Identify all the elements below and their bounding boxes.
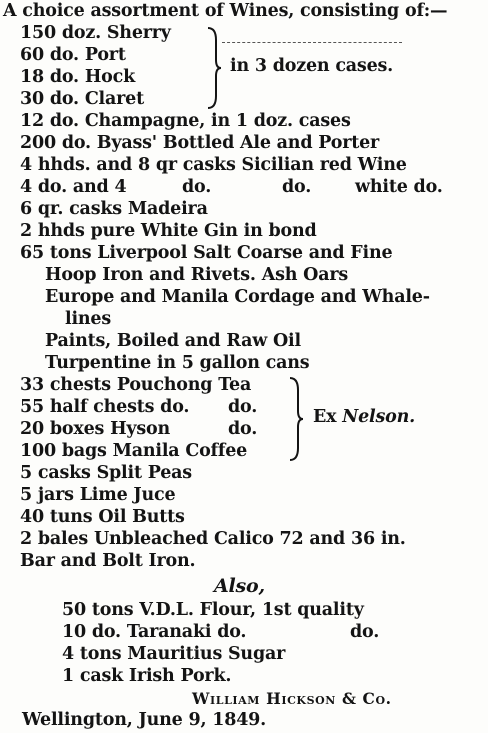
line-bolt-iron: Bar and Bolt Iron. — [20, 551, 196, 571]
line-calico: 2 bales Unbleached Calico 72 and 36 in. — [20, 529, 406, 549]
nelson-line-half-chests: 55 half chests do. — [20, 397, 190, 417]
line-white-do-b: do. — [182, 177, 212, 197]
line-split-peas: 5 casks Split Peas — [20, 463, 192, 483]
nelson-ship-name: Nelson. — [342, 407, 415, 427]
wine-brace — [206, 26, 222, 110]
also-line-pork: 1 cask Irish Pork. — [62, 666, 232, 686]
line-sicilian-red: 4 hhds. and 8 qr casks Sicilian red Wine — [20, 155, 407, 175]
line-white-do-a: 4 do. and 4 — [20, 177, 127, 197]
signature: William Hickson & Co. — [192, 689, 392, 708]
heading: A choice assortment of Wines, consisting of:— — [3, 1, 448, 21]
also-heading: Also, — [214, 575, 265, 597]
line-lime-juice: 5 jars Lime Juce — [20, 485, 176, 505]
nelson-note — [313, 406, 415, 428]
line-turpentine: Turpentine in 5 gallon cans — [45, 353, 310, 373]
also-line-sugar: 4 tons Mauritius Sugar — [62, 644, 286, 664]
line-madeira: 6 qr. casks Madeira — [20, 199, 208, 219]
wine-line-hock: 18 do. Hock — [20, 67, 136, 87]
nelson-line-pouchong: 33 chests Pouchong Tea — [20, 375, 252, 395]
nelson-line-hyson: 20 boxes Hyson — [20, 419, 171, 439]
line-salt: 65 tons Liverpool Salt Coarse and Fine — [20, 243, 393, 263]
also-line-taranaki-do: do. — [350, 622, 380, 642]
also-line-flour: 50 tons V.D.L. Flour, 1st quality — [62, 600, 364, 620]
line-white-do-c: do. — [282, 177, 312, 197]
wine-line-sherry: 150 doz. Sherry — [20, 23, 171, 43]
line-white-do-d: white do. — [355, 177, 443, 197]
nelson-line-half-chests-do: do. — [228, 397, 258, 417]
line-cordage-cont: lines — [65, 309, 112, 329]
line-hoop-iron: Hoop Iron and Rivets. Ash Oars — [45, 265, 349, 285]
nelson-line-coffee: 100 bags Manila Coffee — [20, 441, 248, 461]
line-oil-butts: 40 tuns Oil Butts — [20, 507, 185, 527]
wine-line-claret: 30 do. Claret — [20, 89, 144, 109]
wine-line-port: 60 do. Port — [20, 45, 126, 65]
nelson-line-hyson-do: do. — [228, 419, 258, 439]
line-cordage: Europe and Manila Cordage and Whale- — [45, 287, 430, 307]
nelson-note-prefix: Ex — [313, 407, 337, 427]
line-white-gin: 2 hhds pure White Gin in bond — [20, 221, 317, 241]
smudge-mark — [222, 42, 402, 45]
nelson-brace — [288, 376, 304, 462]
line-byass-ale: 200 do. Byass' Bottled Ale and Porter — [20, 133, 380, 153]
line-paints: Paints, Boiled and Raw Oil — [45, 331, 301, 351]
dateline: Wellington, June 9, 1849. — [22, 710, 267, 730]
wine-brace-note: in 3 dozen cases. — [230, 56, 394, 76]
line-champagne: 12 do. Champagne, in 1 doz. cases — [20, 111, 351, 131]
also-line-taranaki: 10 do. Taranaki do. — [62, 622, 247, 642]
